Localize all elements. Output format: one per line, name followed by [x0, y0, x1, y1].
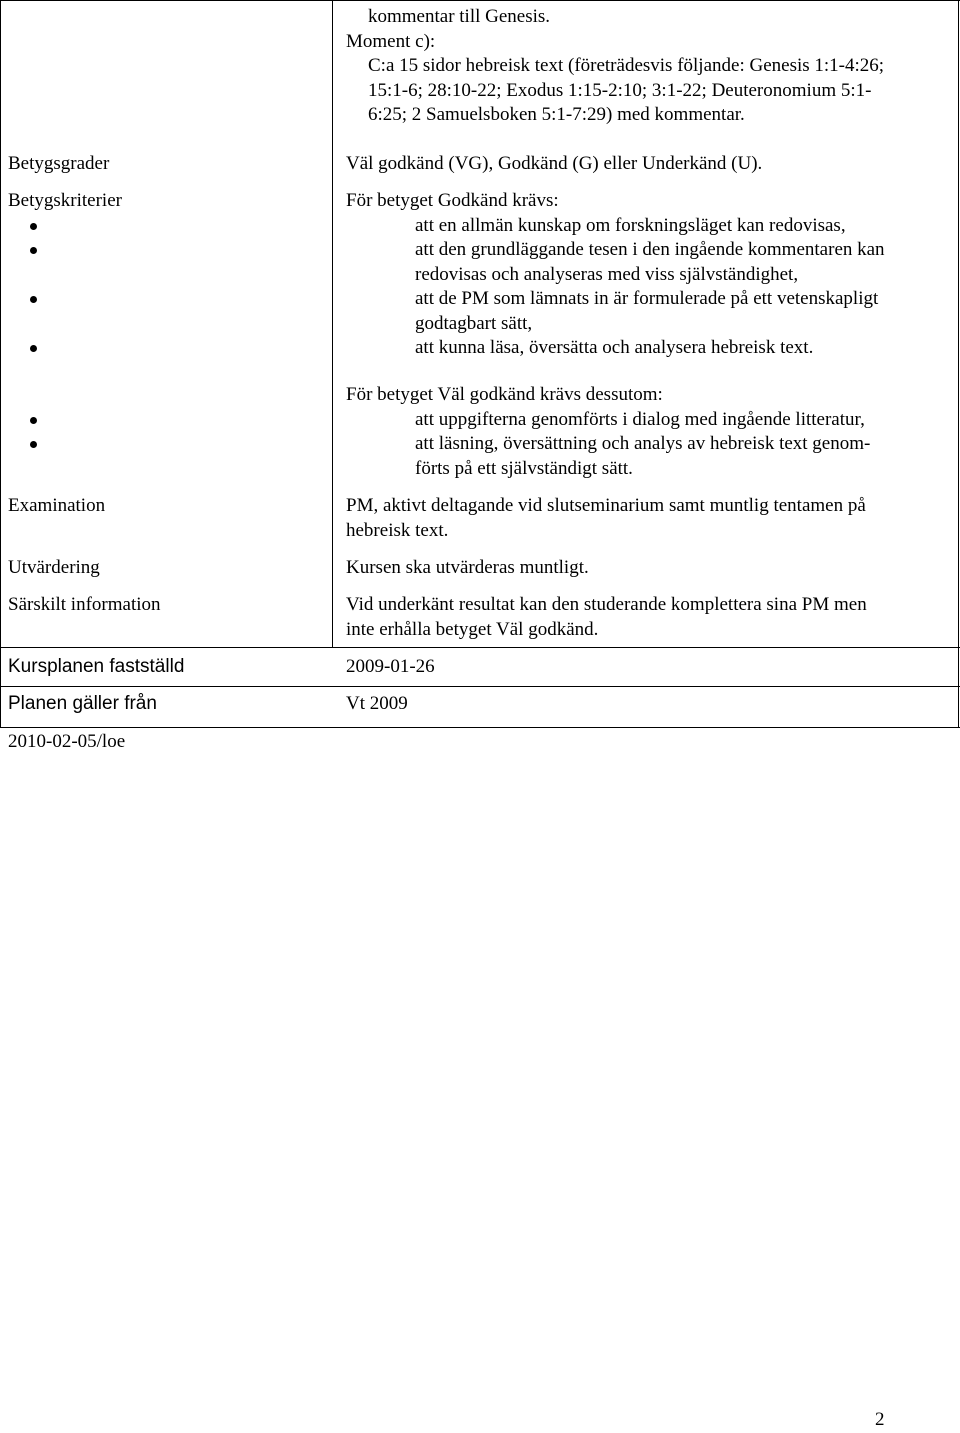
label-betygskriterier: Betygskriterier [8, 190, 122, 211]
list-item: att den grundläggande tesen i den ingående kommentaren kan redovisas och analyseras med viss självständighet, [0, 238, 946, 287]
examination-value: PM, aktivt deltagande vid slutseminarium samt muntlig tentamen på hebreisk text. [346, 495, 866, 541]
table-bottom-border [0, 727, 960, 728]
label-betygsgrader: Betygsgrader [8, 153, 110, 174]
label-sarskilt-information: Särskilt information [8, 594, 161, 615]
moment-c-line-2: 15:1-6; 28:10-22; Exodus 1:15-2:10; 3:1-22; Deuteronomium 5:1- [368, 79, 872, 101]
course-content-cell [346, 5, 946, 128]
label-kursplanen-faststalld: Kursplanen fastställd [8, 656, 185, 677]
label-planen-galler-fran: Planen gäller från [8, 693, 157, 714]
page-number: 2 [875, 1409, 885, 1430]
moment-b-tail: kommentar till Genesis. [368, 6, 551, 27]
godkand-list [0, 214, 946, 361]
moment-c-line-1: C:a 15 sidor hebreisk text (företrädesvis följande: Genesis 1:1-4:26; [368, 55, 885, 76]
row-divider [0, 686, 960, 687]
label-examination: Examination [8, 495, 106, 516]
planen-galler-fran-value: Vt 2009 [346, 693, 408, 714]
betygskriterier-godkand [346, 189, 946, 361]
moment-c-heading: Moment c): [346, 30, 436, 52]
label-utvardering: Utvärdering [8, 557, 100, 578]
kursplanen-faststalld-value: 2009-01-26 [346, 656, 435, 677]
utvardering-value: Kursen ska utvärderas muntligt. [346, 557, 589, 578]
godkand-heading: För betyget Godkänd krävs: [346, 190, 559, 211]
betygsgrader-value: Väl godkänd (VG), Godkänd (G) eller Underkänd (U). [346, 153, 763, 174]
sarskilt-information-value: Vid underkänt resultat kan den studerande komplettera sina PM men inte erhålla betyget Väl godkänd. [346, 594, 867, 640]
table-left-border [0, 0, 1, 728]
vg-heading: För betyget Väl godkänd krävs dessutom: [346, 384, 663, 405]
list-item: att de PM som lämnats in är formulerade på ett vetenskapligt godtagbart sätt, [0, 287, 946, 336]
table-top-border [0, 0, 960, 1]
list-item: att kunna läsa, översätta och analysera hebreisk text. [0, 336, 946, 361]
betygskriterier-vg [346, 383, 946, 481]
vg-list [0, 408, 946, 482]
footer-code: 2010-02-05/loe [8, 731, 126, 752]
row-divider [0, 647, 960, 648]
moment-c-line-3: 6:25; 2 Samuelsboken 5:1-7:29) med kommentar. [368, 104, 745, 125]
table-right-border [958, 0, 959, 728]
list-item: att läsning, översättning och analys av hebreisk text genom- förts på ett självständigt sätt. [0, 432, 946, 481]
list-item: att en allmän kunskap om forskningsläget kan redovisas, [0, 214, 946, 239]
list-item: att uppgifterna genomförts i dialog med ingående litteratur, [0, 408, 946, 433]
